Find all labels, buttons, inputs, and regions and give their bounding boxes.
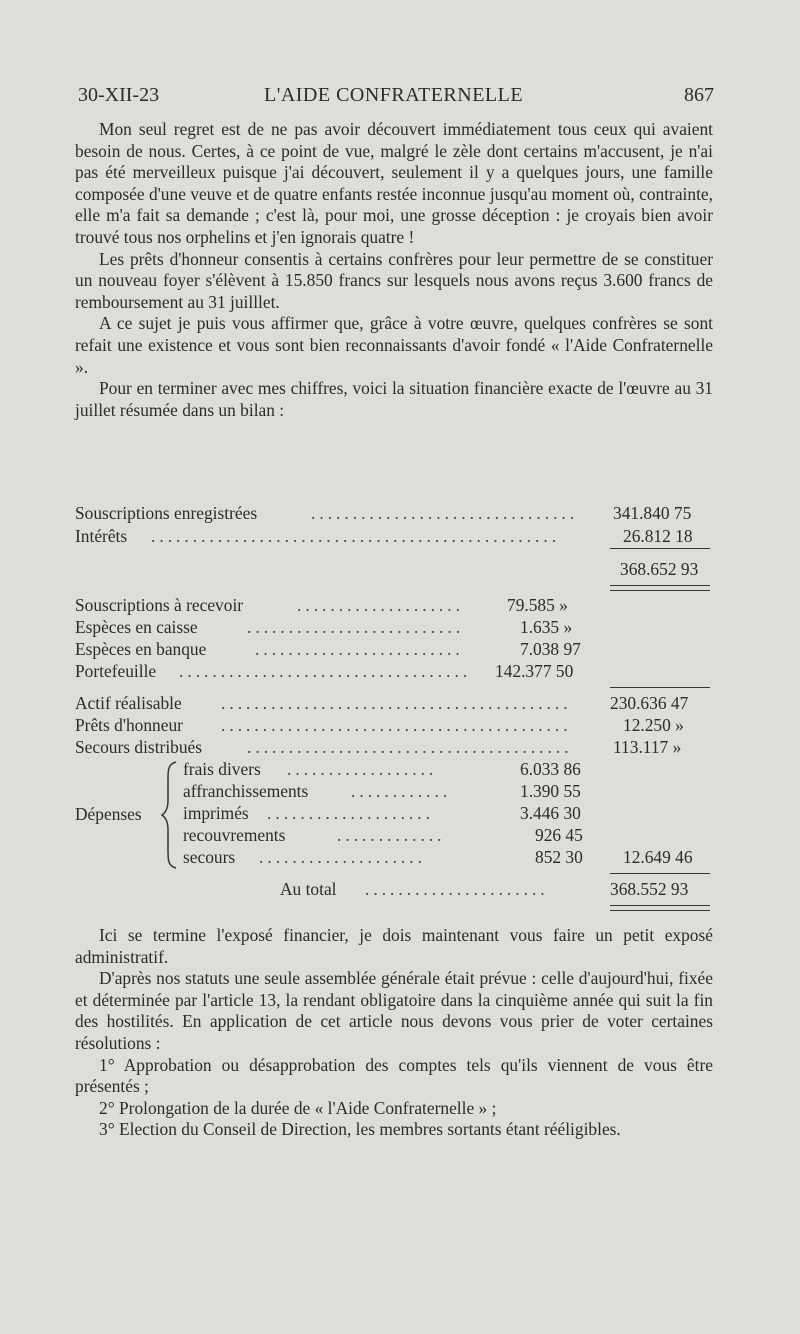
- ledger-label: Espèces en caisse: [75, 617, 198, 637]
- subtotal-rule: [610, 548, 710, 549]
- rule: [610, 873, 710, 874]
- ledger-label: affranchissements: [183, 781, 309, 801]
- paragraph: Pour en terminer avec mes chiffres, voici la situation financière exacte de l'œuvre au 31 juillet résumée dans un bilan :: [75, 378, 713, 420]
- paragraph: 2° Prolongation de la durée de « l'Aide Confraternelle » ;: [99, 1097, 497, 1118]
- depenses-label: Dépenses: [75, 804, 142, 824]
- ledger-row: imprimés .................... 3.446 30: [75, 802, 715, 824]
- ledger-row: recouvrements ............. 926 45: [75, 824, 715, 846]
- ledger-value: 6.033 86: [520, 759, 581, 779]
- ledger-label: Secours distribués: [75, 737, 203, 757]
- ledger-row: Espèces en banque ......................... 7.038 97: [75, 638, 715, 660]
- ledger-row: Actif réalisable .......................................... 230.636 47: [75, 692, 715, 714]
- ledger-row: Souscriptions à recevoir .................... 79.585 »: [75, 594, 715, 616]
- ledger-value: 230.636 47: [610, 693, 689, 713]
- ledger-value: 3.446 30: [520, 803, 581, 823]
- ledger-label: frais divers: [183, 759, 261, 779]
- ledger-value: 341.840 75: [613, 503, 692, 523]
- paragraph: Les prêts d'honneur consentis à certains confrères pour leur permettre de se constituer un nouveau foyer s'élèvent à 15.850 francs sur lesquels nous avons reçus 3.600 francs de remboursement au 31 juilllet.: [75, 248, 713, 312]
- top-text-block: [75, 119, 713, 421]
- ledger-label: imprimés: [183, 803, 249, 823]
- ledger-row: [75, 558, 715, 580]
- ledger-label: Au total: [280, 879, 337, 899]
- ledger-label: Actif réalisable: [75, 693, 182, 713]
- ledger-label: Souscriptions enregistrées: [75, 503, 258, 523]
- ledger-label: recouvrements: [183, 825, 286, 845]
- paragraph: A ce sujet je puis vous affirmer que, grâce à votre œuvre, quelques confrères se sont refait une existence et vous sont bien reconnaissants d'avoir fondé « l'Aide Confraternelle ».: [75, 313, 713, 377]
- ledger-label: Intérêts: [75, 526, 128, 546]
- ledger-value: 7.038 97: [520, 639, 581, 659]
- bottom-text-block: [75, 925, 713, 1141]
- depenses-total-value: 12.649 46: [623, 847, 693, 867]
- ledger-label: Portefeuille: [75, 661, 157, 681]
- ledger-value: 1.635 »: [520, 617, 573, 637]
- ledger-value: 852 30: [535, 847, 583, 867]
- ledger-label: Prêts d'honneur: [75, 715, 183, 735]
- paragraph: 3° Election du Conseil de Direction, les membres sortants étant rééligibles.: [99, 1119, 621, 1140]
- ledger-row: affranchissements ............ 1.390 55: [75, 780, 715, 802]
- ledger-value: 12.250 »: [623, 715, 684, 735]
- ledger-label: Souscriptions à recevoir: [75, 595, 244, 615]
- paragraph: 1° Approbation ou désapprobation des comptes tels qu'ils viennent de vous être présentés ;: [75, 1054, 713, 1097]
- ledger-row: frais divers .................. 6.033 86: [75, 758, 715, 780]
- ledger-row: secours .................... 852 30 12.649 46: [75, 846, 715, 868]
- ledger-value: 113.117 »: [613, 737, 682, 757]
- ledger-row: Au total ...................... 368.552 93: [75, 878, 715, 900]
- page-number: 867: [684, 84, 714, 106]
- ledger-row: Prêts d'honneur .......................................... 12.250 »: [75, 714, 715, 736]
- ledger-value: 26.812 18: [623, 526, 693, 546]
- paragraph: Ici se termine l'exposé financier, je dois maintenant vous faire un petit exposé administratif.: [75, 925, 713, 967]
- header-title: L'AIDE CONFRATERNELLE: [264, 84, 524, 106]
- ledger-row: Secours distribués ....................................... 113.117 »: [75, 736, 715, 758]
- ledger-value: 142.377 50: [495, 661, 574, 681]
- ledger-value: 1.390 55: [520, 781, 581, 801]
- double-rule: [610, 585, 710, 591]
- ledger-row: Souscriptions enregistrées ................................ 341.840 75: [75, 502, 715, 524]
- ledger-row: Intérêts ................................................. 26.812 18: [75, 525, 715, 547]
- ledger-label: secours: [183, 847, 236, 867]
- paragraph: D'après nos statuts une seule assemblée générale était prévue : celle d'aujourd'hui, fixée et déterminée par l'article 13, la rendant obligatoire dans la cinquième année qui suit la fin des hostilités. En application de cet article nous devons vous prier de voter certaines résolutions :: [75, 968, 713, 1053]
- header-date: 30-XII-23: [78, 84, 160, 106]
- running-head: [78, 84, 714, 112]
- ledger-value: 926 45: [535, 825, 583, 845]
- subtotal-value: 368.652 93: [620, 559, 699, 579]
- double-rule: [610, 905, 710, 911]
- ledger-row: Espèces en caisse .......................... 1.635 »: [75, 616, 715, 638]
- paragraph: Mon seul regret est de ne pas avoir découvert immédiatement tous ceux qui avaient besoin de nous. Certes, à ce point de vue, malgré le zèle dont certains m'accusent, je n'ai pas été merveilleux puisque j'ai découvert, seulement il y a quelques jours, une famille composée d'une veuve et de quatre enfants restée inconnue jusqu'au moment où, contrainte, elle m'a fait sa demande ; c'est là, pour moi, une grosse déception : je croyais bien avoir trouvé tous nos orphelins et j'en ignorais quatre !: [75, 119, 713, 247]
- rule: [610, 687, 710, 688]
- ledger-value: 368.552 93: [610, 879, 689, 899]
- ledger-label: Espèces en banque: [75, 639, 207, 659]
- ledger-row: Portefeuille ................................... 142.377 50: [75, 660, 715, 682]
- ledger-value: 79.585 »: [507, 595, 568, 615]
